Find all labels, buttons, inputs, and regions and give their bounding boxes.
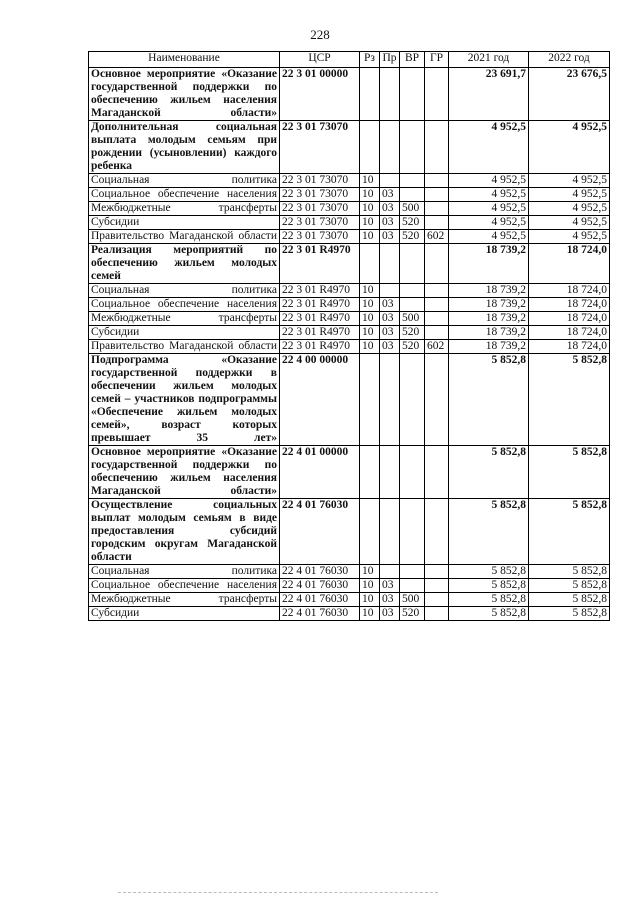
cell-gr [425,446,449,499]
table-row [89,326,610,340]
cell-name: Социальное обеспечение населения [89,298,280,312]
cell-vr [400,565,425,579]
cell-2021: 18 739,2 [449,284,529,298]
cell-vr: 520 [400,607,425,621]
cell-pr [380,121,400,174]
cell-csr: 22 4 01 76030 [280,593,360,607]
cell-vr [400,298,425,312]
cell-2022: 5 852,8 [529,499,610,565]
cell-gr [425,68,449,121]
cell-vr [400,284,425,298]
cell-rz [360,68,380,121]
cell-rz: 10 [360,312,380,326]
table-row [89,607,610,621]
table-header [89,52,610,68]
cell-name: Дополнительная социальная выплата молодым семьям при рождении (усыновлении) каждого ребенка [89,121,280,174]
cell-2021: 5 852,8 [449,607,529,621]
cell-2022: 5 852,8 [529,446,610,499]
cell-rz: 10 [360,188,380,202]
cell-gr [425,565,449,579]
cell-2022: 18 724,0 [529,340,610,354]
cell-name: Субсидии [89,326,280,340]
cell-2021: 5 852,8 [449,446,529,499]
cell-pr [380,284,400,298]
cell-name: Социальная политика [89,565,280,579]
table-row [89,284,610,298]
cell-2022: 18 724,0 [529,298,610,312]
cell-gr [425,188,449,202]
cell-rz: 10 [360,230,380,244]
cell-csr: 22 3 01 R4970 [280,340,360,354]
cell-csr: 22 4 01 76030 [280,607,360,621]
cell-name: Социальная политика [89,284,280,298]
cell-gr [425,174,449,188]
cell-csr: 22 3 01 R4970 [280,284,360,298]
cell-csr: 22 4 01 76030 [280,499,360,565]
cell-rz [360,354,380,446]
cell-pr [380,244,400,284]
cell-name: Правительство Магаданской области [89,340,280,354]
cell-gr [425,284,449,298]
cell-2021: 5 852,8 [449,354,529,446]
cell-rz: 10 [360,565,380,579]
cell-gr [425,499,449,565]
cell-2021: 18 739,2 [449,326,529,340]
cell-vr [400,499,425,565]
cell-vr [400,174,425,188]
cell-vr: 500 [400,593,425,607]
cell-2022: 18 724,0 [529,244,610,284]
table-row [89,565,610,579]
cell-2022: 4 952,5 [529,202,610,216]
cell-pr: 03 [380,216,400,230]
table-row [89,174,610,188]
cell-2021: 18 739,2 [449,244,529,284]
cell-gr [425,202,449,216]
cell-rz: 10 [360,579,380,593]
cell-vr [400,121,425,174]
cell-pr: 03 [380,607,400,621]
cell-2021: 4 952,5 [449,202,529,216]
cell-pr [380,565,400,579]
cell-gr [425,354,449,446]
cell-2021: 4 952,5 [449,174,529,188]
cell-2021: 4 952,5 [449,188,529,202]
header-csr: ЦСР [280,52,360,68]
cell-2022: 4 952,5 [529,230,610,244]
cell-2022: 4 952,5 [529,174,610,188]
header-row [89,52,610,68]
cell-gr [425,312,449,326]
cell-pr: 03 [380,340,400,354]
header-pr: Пр [380,52,400,68]
cell-csr: 22 3 01 73070 [280,230,360,244]
cell-name: Межбюджетные трансферты [89,593,280,607]
cell-2021: 5 852,8 [449,499,529,565]
cell-2021: 18 739,2 [449,312,529,326]
cell-2021: 4 952,5 [449,121,529,174]
cell-pr: 03 [380,326,400,340]
table-row [89,298,610,312]
cell-name: Субсидии [89,607,280,621]
cell-csr: 22 4 00 00000 [280,354,360,446]
cell-rz: 10 [360,326,380,340]
cell-rz: 10 [360,202,380,216]
cell-2021: 18 739,2 [449,298,529,312]
table-row [89,593,610,607]
cell-vr: 520 [400,340,425,354]
cell-rz [360,499,380,565]
table-row [89,244,610,284]
cell-pr [380,68,400,121]
header-vr: ВР [400,52,425,68]
cell-rz [360,121,380,174]
cell-name: Подпрограмма «Оказание государственной поддержки в обеспечении жильем молодых семей – участников подпрограммы «Обеспечение жильем молодых семей», возраст которых превышает 35 лет» [89,354,280,446]
cell-gr: 602 [425,340,449,354]
table-row [89,230,610,244]
cell-vr [400,446,425,499]
table-row [89,579,610,593]
cell-csr: 22 4 01 76030 [280,579,360,593]
cell-name: Межбюджетные трансферты [89,312,280,326]
cell-vr [400,244,425,284]
header-gr: ГР [425,52,449,68]
cell-vr [400,354,425,446]
cell-name: Основное мероприятие «Оказание государственной поддержки по обеспечению жильем населения Магаданской области» [89,68,280,121]
cell-csr: 22 3 01 R4970 [280,244,360,284]
cell-pr: 03 [380,579,400,593]
cell-2022: 4 952,5 [529,216,610,230]
cell-2022: 5 852,8 [529,354,610,446]
table-row [89,202,610,216]
table-row [89,340,610,354]
cell-rz: 10 [360,284,380,298]
cell-vr [400,68,425,121]
cell-rz: 10 [360,174,380,188]
cell-2022: 18 724,0 [529,326,610,340]
cell-vr [400,188,425,202]
cell-rz [360,244,380,284]
cell-name: Осуществление социальных выплат молодым семьям в виде предоставления субсидий городским округам Магаданской области [89,499,280,565]
cell-pr [380,354,400,446]
cell-csr: 22 3 01 73070 [280,202,360,216]
cell-name: Социальное обеспечение населения [89,579,280,593]
cell-vr: 520 [400,326,425,340]
cell-pr: 03 [380,188,400,202]
cell-2022: 5 852,8 [529,593,610,607]
cell-gr [425,244,449,284]
table-row [89,312,610,326]
table-row [89,68,610,121]
table-row [89,499,610,565]
header-rz: Рз [360,52,380,68]
cell-name: Реализация мероприятий по обеспечению жильем молодых семей [89,244,280,284]
cell-csr: 22 3 01 73070 [280,188,360,202]
cell-csr: 22 3 01 73070 [280,174,360,188]
cell-pr: 03 [380,202,400,216]
cell-gr [425,593,449,607]
budget-table [88,51,610,621]
cell-csr: 22 3 01 R4970 [280,298,360,312]
cell-gr: 602 [425,230,449,244]
table-row [89,188,610,202]
cell-gr [425,216,449,230]
cell-2022: 18 724,0 [529,284,610,298]
cell-2021: 5 852,8 [449,565,529,579]
cell-gr [425,298,449,312]
cell-csr: 22 3 01 00000 [280,68,360,121]
cell-vr: 520 [400,216,425,230]
cell-gr [425,121,449,174]
cell-name: Социальное обеспечение населения [89,188,280,202]
cell-name: Правительство Магаданской области [89,230,280,244]
cell-name: Межбюджетные трансферты [89,202,280,216]
table-body [89,68,610,621]
table-row [89,354,610,446]
cell-rz: 10 [360,216,380,230]
header-2022: 2022 год [529,52,610,68]
cell-2021: 23 691,7 [449,68,529,121]
cell-csr: 22 3 01 R4970 [280,312,360,326]
cell-vr: 520 [400,230,425,244]
cell-2022: 5 852,8 [529,565,610,579]
scan-artifact-line [118,892,438,893]
cell-gr [425,579,449,593]
header-2021: 2021 год [449,52,529,68]
cell-pr: 03 [380,593,400,607]
cell-2021: 4 952,5 [449,216,529,230]
cell-name: Основное мероприятие «Оказание государственной поддержки по обеспечению жильем населения Магаданской области» [89,446,280,499]
cell-gr [425,326,449,340]
cell-csr: 22 3 01 R4970 [280,326,360,340]
cell-pr: 03 [380,230,400,244]
cell-pr [380,174,400,188]
cell-vr: 500 [400,202,425,216]
cell-rz: 10 [360,593,380,607]
table-row [89,121,610,174]
table-row [89,216,610,230]
cell-2021: 5 852,8 [449,593,529,607]
cell-name: Субсидии [89,216,280,230]
header-name: Наименование [89,52,280,68]
cell-pr: 03 [380,298,400,312]
cell-2021: 4 952,5 [449,230,529,244]
cell-rz: 10 [360,298,380,312]
cell-vr: 500 [400,312,425,326]
cell-2022: 4 952,5 [529,188,610,202]
cell-csr: 22 4 01 76030 [280,565,360,579]
cell-2021: 18 739,2 [449,340,529,354]
cell-rz: 10 [360,607,380,621]
cell-csr: 22 4 01 00000 [280,446,360,499]
page-number: 228 [310,27,330,42]
cell-name: Социальная политика [89,174,280,188]
cell-csr: 22 3 01 73070 [280,216,360,230]
cell-pr: 03 [380,312,400,326]
cell-rz [360,446,380,499]
cell-vr [400,579,425,593]
cell-rz: 10 [360,340,380,354]
cell-pr [380,446,400,499]
cell-2021: 5 852,8 [449,579,529,593]
cell-2022: 4 952,5 [529,121,610,174]
cell-2022: 23 676,5 [529,68,610,121]
cell-csr: 22 3 01 73070 [280,121,360,174]
cell-2022: 18 724,0 [529,312,610,326]
cell-2022: 5 852,8 [529,607,610,621]
cell-2022: 5 852,8 [529,579,610,593]
cell-pr [380,499,400,565]
cell-gr [425,607,449,621]
table-row [89,446,610,499]
